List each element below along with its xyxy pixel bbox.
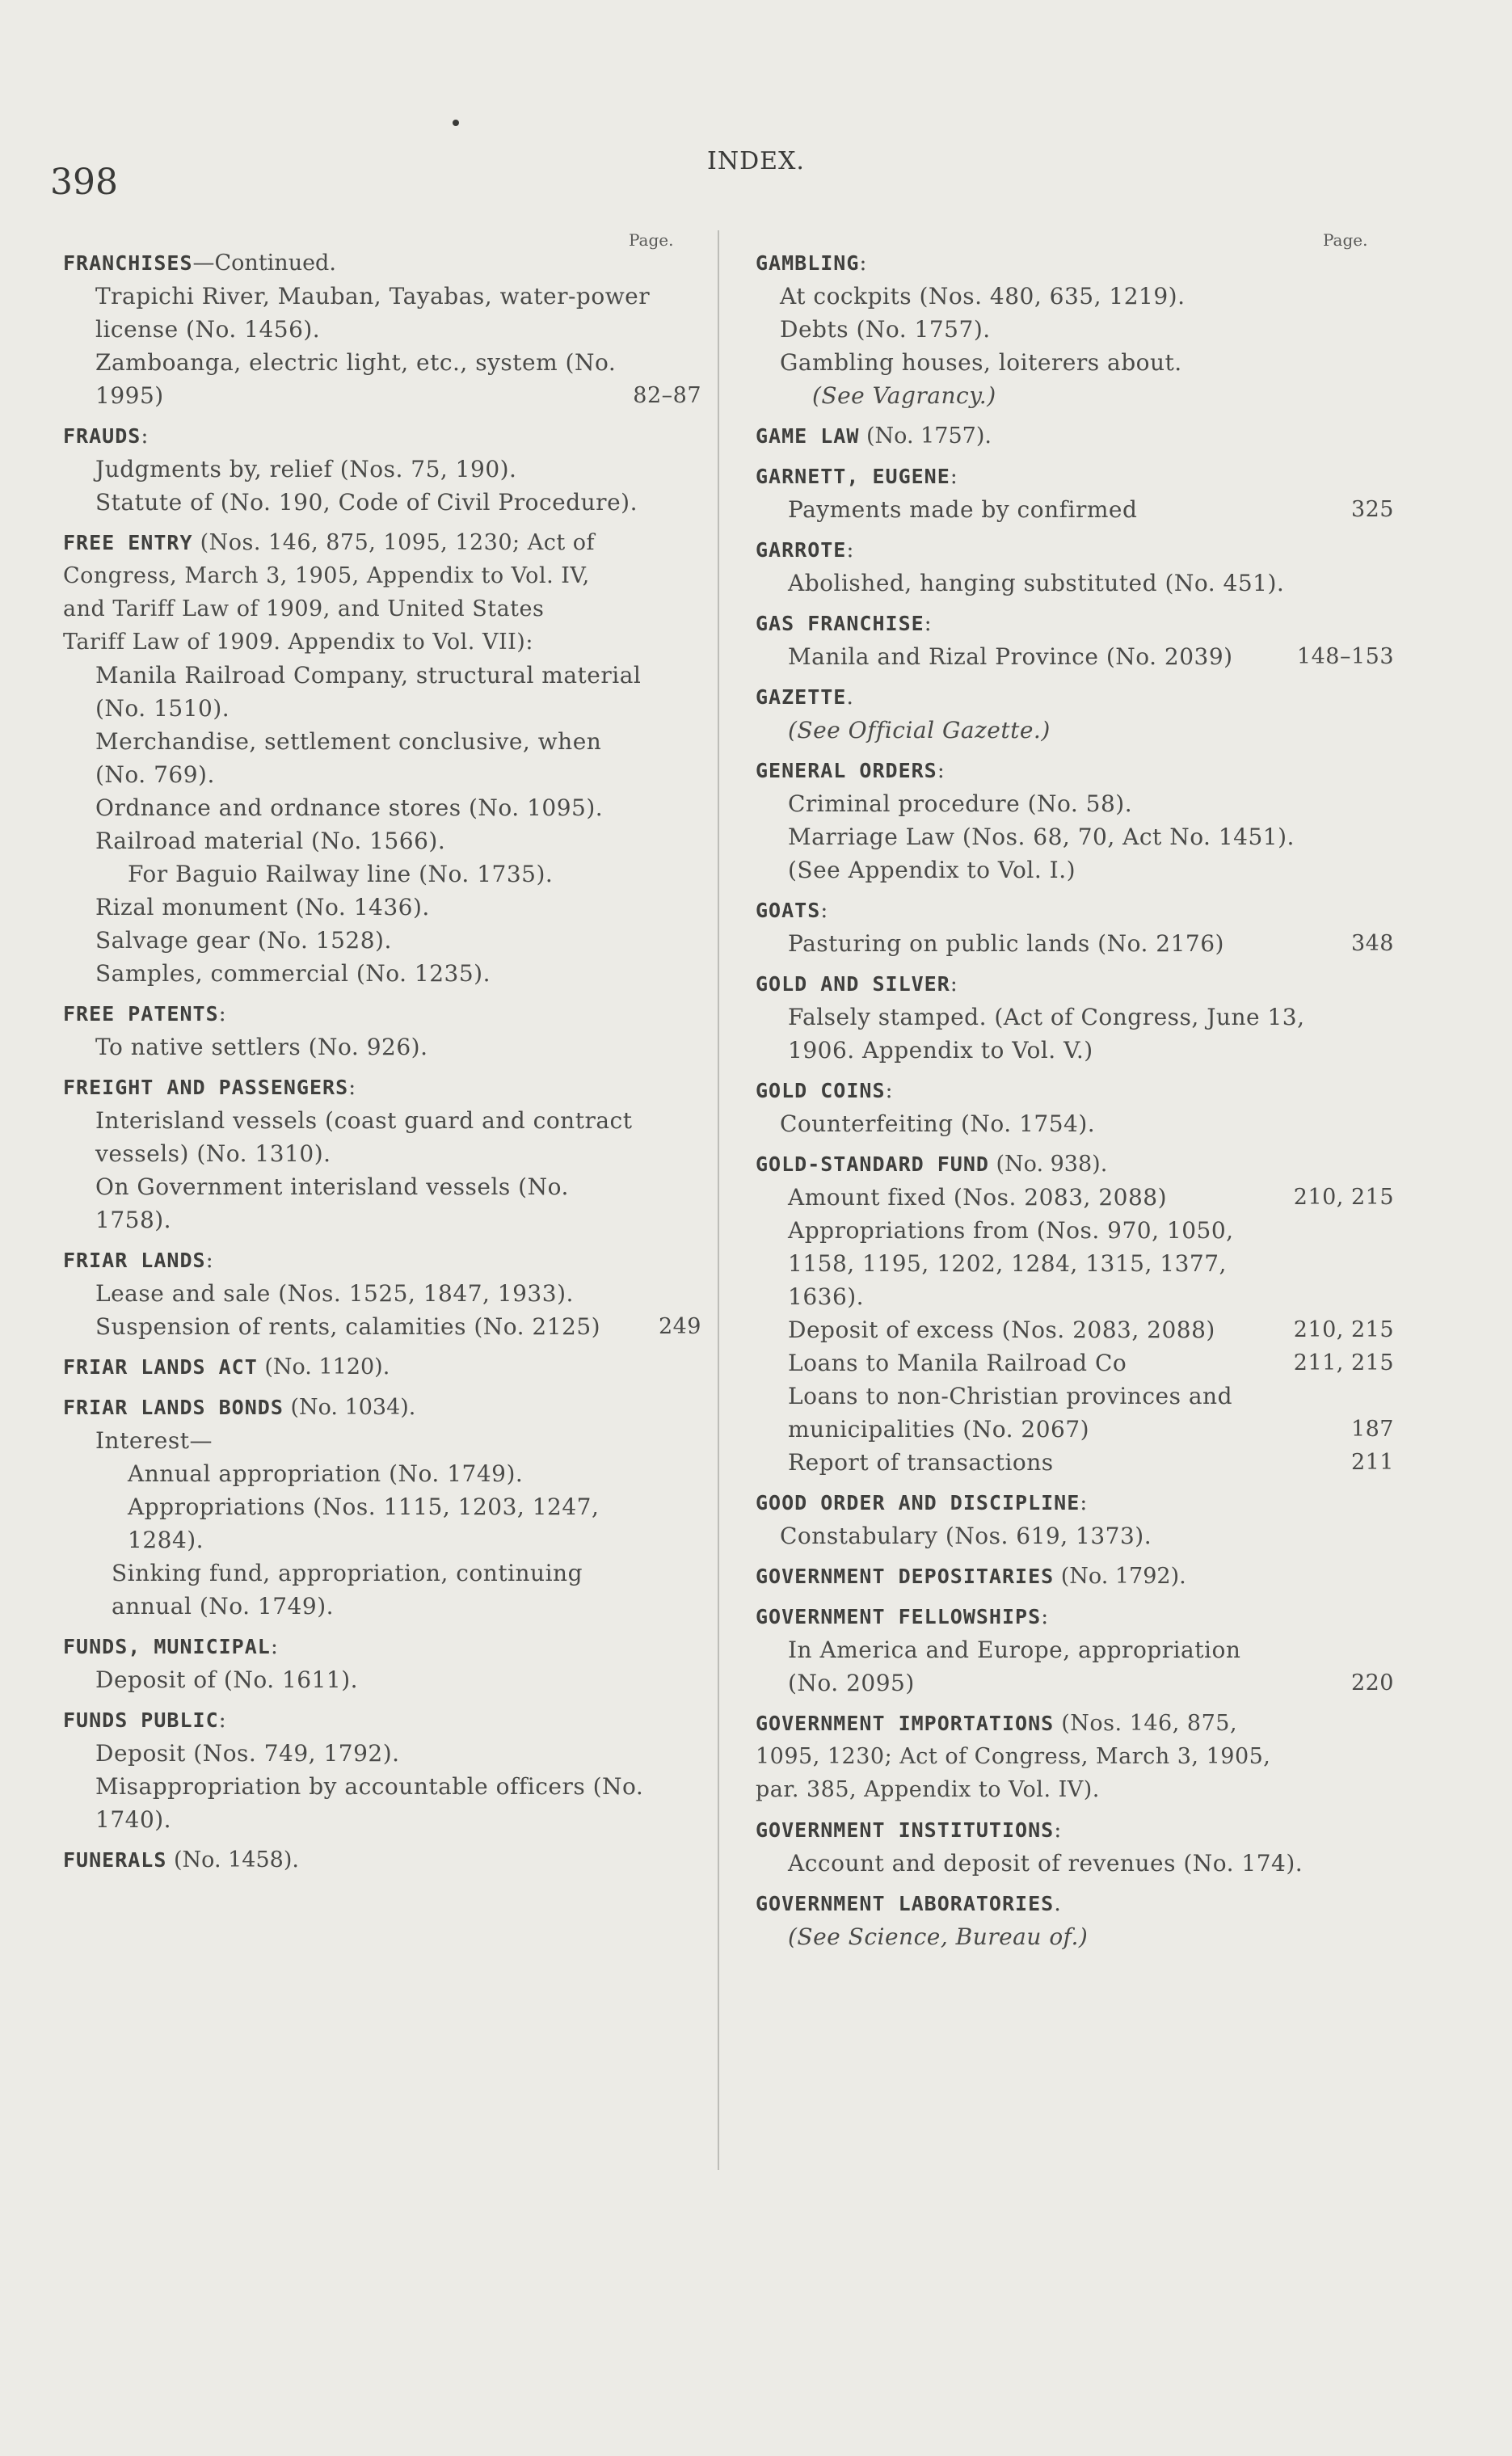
left-column xyxy=(63,246,701,1877)
subentry xyxy=(756,379,1394,412)
subentry xyxy=(63,1170,701,1236)
subentry-text: Merchandise, settlement conclusive, when (No. 769). xyxy=(95,728,602,788)
index-entry xyxy=(756,967,1394,1067)
subentry xyxy=(756,927,1394,960)
entry-rest: (No. 1757). xyxy=(859,423,992,449)
index-entry xyxy=(63,246,701,412)
subentry-text: Interest— xyxy=(95,1427,213,1454)
entry-heading: FUNDS PUBLIC xyxy=(63,1708,219,1732)
subentry xyxy=(756,1633,1394,1700)
subentry xyxy=(63,1737,701,1770)
entry-rest: : xyxy=(859,251,867,276)
subentry-text: Amount fixed (Nos. 2083, 2088) xyxy=(788,1184,1168,1211)
entry-heading: GOATS xyxy=(756,899,821,922)
entry-rest: . xyxy=(1054,1891,1061,1916)
index-entry xyxy=(756,754,1394,887)
subentry xyxy=(63,280,701,346)
index-entry xyxy=(756,1814,1394,1880)
index-entry xyxy=(756,607,1394,673)
subentry-text: Ordnance and ordnance stores (No. 1095). xyxy=(95,794,604,821)
subentry-text: Annual appropriation (No. 1749). xyxy=(128,1460,524,1487)
subentry xyxy=(63,1457,701,1490)
index-entry xyxy=(756,680,1394,747)
subentry-page: 82–87 xyxy=(633,383,701,408)
entry-rest: (No. 1120). xyxy=(257,1354,390,1380)
subentry-text: (See Vagrancy.) xyxy=(812,382,996,409)
entry-heading: FRIAR LANDS BONDS xyxy=(63,1396,284,1419)
running-head xyxy=(0,147,1512,175)
entry-rest: : xyxy=(950,971,958,996)
entry-rest: : xyxy=(205,1248,213,1273)
entry-heading: GOVERNMENT IMPORTATIONS xyxy=(756,1712,1055,1735)
entry-rest: . xyxy=(846,685,853,710)
entry-rest: —Continued. xyxy=(192,251,336,276)
entry-heading: FREE ENTRY xyxy=(63,531,193,554)
entry-rest: (Nos. 146, 875, 1095, 1230; Act of Congress, March 3, 1905, par. 385, Appendix to Vol. IV). xyxy=(756,1711,1271,1802)
subentry xyxy=(756,820,1394,887)
subentry xyxy=(756,1920,1394,1953)
index-entry xyxy=(63,1071,701,1236)
entry-rest: : xyxy=(950,464,958,489)
subentry xyxy=(756,1107,1394,1140)
subentry-text: Criminal procedure (No. 58). xyxy=(788,790,1133,817)
subentry-text: Marriage Law (Nos. 68, 70, Act No. 1451). (See Appendix to Vol. I.) xyxy=(788,824,1295,883)
subentry xyxy=(63,486,701,519)
subentry xyxy=(63,1557,701,1623)
index-entry xyxy=(63,1391,701,1623)
entry-heading: GARROTE xyxy=(756,538,847,562)
subentry-text: Interisland vessels (coast guard and contract vessels) (No. 1310). xyxy=(95,1107,633,1167)
subentry-text: Suspension of rents, calamities (No. 2125) xyxy=(95,1313,601,1340)
subentry xyxy=(63,725,701,791)
subentry xyxy=(63,1310,701,1343)
entry-heading: GOVERNMENT FELLOWSHIPS xyxy=(756,1605,1042,1628)
entry-heading: GOVERNMENT INSTITUTIONS xyxy=(756,1818,1055,1842)
subentry-text: Trapichi River, Mauban, Tayabas, water-power license (No. 1456). xyxy=(95,283,651,343)
subentry-text: Loans to non-Christian provinces and municipalities (No. 2067) xyxy=(788,1383,1232,1443)
entry-heading: GAZETTE xyxy=(756,685,847,709)
subentry xyxy=(756,1519,1394,1552)
subentry-text: Railroad material (No. 1566). xyxy=(95,828,446,854)
entry-heading: GAS FRANCHISE xyxy=(756,612,924,635)
subentry-text: On Government interisland vessels (No. 1758). xyxy=(95,1173,569,1233)
entry-heading: GOVERNMENT LABORATORIES xyxy=(756,1892,1055,1915)
index-entry xyxy=(63,1843,701,1877)
subentry-page: 220 xyxy=(1350,1670,1394,1696)
subentry-text: Counterfeiting (No. 1754). xyxy=(780,1110,1096,1137)
entry-rest: (No. 938). xyxy=(988,1152,1108,1177)
subentry-text: Deposit (Nos. 749, 1792). xyxy=(95,1740,400,1767)
right-column xyxy=(756,246,1394,1953)
subentry-text: Report of transactions xyxy=(788,1449,1054,1476)
index-entry xyxy=(756,419,1394,453)
subentry-text: Samples, commercial (No. 1235). xyxy=(95,960,491,987)
page-label-right: Page. xyxy=(1323,230,1368,250)
entry-heading: FUNDS, MUNICIPAL xyxy=(63,1635,271,1658)
index-entry xyxy=(756,894,1394,960)
index-entry xyxy=(756,1074,1394,1140)
subentry-page: 249 xyxy=(658,1314,701,1339)
subentry-text: Payments made by confirmed xyxy=(788,496,1138,523)
entry-heading: GOOD ORDER AND DISCIPLINE xyxy=(756,1491,1080,1514)
subentry xyxy=(63,824,701,857)
subentry-text: Deposit of (No. 1611). xyxy=(95,1666,359,1693)
index-entry xyxy=(756,533,1394,600)
subentry xyxy=(756,1446,1394,1479)
entry-rest: : xyxy=(820,898,828,923)
subentry-page: 210, 215 xyxy=(1293,1317,1394,1342)
index-entry xyxy=(756,1600,1394,1700)
entry-rest: : xyxy=(1054,1818,1062,1843)
subentry-text: Debts (No. 1757). xyxy=(780,316,991,343)
ink-dot xyxy=(453,120,459,126)
subentry-text: To native settlers (No. 926). xyxy=(95,1034,428,1060)
index-entry xyxy=(756,1148,1394,1479)
subentry-page: 210, 215 xyxy=(1293,1185,1394,1210)
subentry xyxy=(63,1490,701,1557)
subentry xyxy=(63,659,701,725)
subentry-text: Account and deposit of revenues (No. 174). xyxy=(788,1850,1304,1877)
index-entry xyxy=(756,1560,1394,1593)
subentry xyxy=(63,891,701,924)
page-number: 398 xyxy=(50,162,118,203)
subentry-text: (See Science, Bureau of.) xyxy=(788,1923,1089,1950)
subentry xyxy=(756,787,1394,820)
index-entry xyxy=(63,997,701,1064)
column-divider xyxy=(718,230,719,2170)
entry-rest: : xyxy=(885,1078,893,1103)
subentry-text: Pasturing on public lands (No. 2176) xyxy=(788,930,1224,957)
subentry-page: 325 xyxy=(1350,497,1394,522)
subentry xyxy=(756,313,1394,346)
entry-rest: : xyxy=(141,423,149,449)
index-entry xyxy=(63,1350,701,1384)
index-entry xyxy=(63,1244,701,1343)
subentry-text: Lease and sale (Nos. 1525, 1847, 1933). xyxy=(95,1280,574,1307)
subentry-text: Judgments by, relief (Nos. 75, 190). xyxy=(95,456,517,482)
entry-heading: GOLD COINS xyxy=(756,1079,886,1102)
subentry xyxy=(63,346,701,412)
subentry xyxy=(63,1104,701,1170)
subentry-text: Salvage gear (No. 1528). xyxy=(95,927,392,954)
subentry xyxy=(756,346,1394,379)
subentry-text: Loans to Manila Railroad Co xyxy=(788,1350,1127,1376)
subentry xyxy=(63,1663,701,1696)
entry-rest: (No. 1034). xyxy=(283,1395,416,1420)
subentry-text: Manila and Rizal Province (No. 2039) xyxy=(788,643,1233,670)
subentry-text: Constabulary (Nos. 619, 1373). xyxy=(780,1523,1152,1549)
subentry xyxy=(756,1181,1394,1214)
subentry xyxy=(63,924,701,957)
index-entry xyxy=(756,1707,1394,1806)
entry-rest: : xyxy=(1080,1490,1088,1515)
entry-rest: : xyxy=(270,1634,278,1659)
subentry-text: For Baguio Railway line (No. 1735). xyxy=(128,861,554,887)
entry-rest: (No. 1458). xyxy=(166,1847,299,1873)
subentry-page: 211 xyxy=(1350,1450,1394,1475)
subentry-text: (See Official Gazette.) xyxy=(788,717,1051,744)
entry-rest: : xyxy=(1041,1604,1049,1629)
entry-heading: GENERAL ORDERS xyxy=(756,759,937,782)
subentry-text: In America and Europe, appropriation (No. 2095) xyxy=(788,1637,1241,1696)
index-entry xyxy=(756,246,1394,412)
entry-rest: : xyxy=(846,537,854,562)
entry-heading: GAME LAW xyxy=(756,424,860,448)
entry-heading: FRANCHISES xyxy=(63,251,193,275)
subentry-page: 148–153 xyxy=(1296,644,1394,669)
index-entry xyxy=(63,419,701,519)
subentry xyxy=(756,1346,1394,1380)
entry-heading: FREIGHT AND PASSENGERS xyxy=(63,1076,349,1099)
subentry xyxy=(756,567,1394,600)
subentry-text: Deposit of excess (Nos. 2083, 2088) xyxy=(788,1316,1215,1343)
index-entry xyxy=(63,1704,701,1836)
index-entry xyxy=(756,1486,1394,1552)
entry-rest: : xyxy=(218,1001,226,1026)
subentry xyxy=(756,1380,1394,1446)
subentry-page: 187 xyxy=(1350,1417,1394,1442)
subentry-text: Appropriations from (Nos. 970, 1050, 1158, 1195, 1202, 1284, 1315, 1377, 1636). xyxy=(788,1217,1234,1310)
entry-heading: FRIAR LANDS xyxy=(63,1249,206,1272)
entry-rest: (No. 1792). xyxy=(1054,1564,1186,1589)
subentry xyxy=(756,1847,1394,1880)
subentry xyxy=(756,714,1394,747)
subentry xyxy=(756,493,1394,526)
subentry xyxy=(756,640,1394,673)
entry-rest: : xyxy=(924,611,932,636)
index-entry xyxy=(756,1887,1394,1953)
subentry-text: Rizal monument (No. 1436). xyxy=(95,894,430,920)
subentry xyxy=(63,1424,701,1457)
subentry-text: Zamboanga, electric light, etc., system (No. 1995) xyxy=(95,349,617,409)
subentry xyxy=(63,791,701,824)
entry-heading: GAMBLING xyxy=(756,251,860,275)
subentry xyxy=(63,1030,701,1064)
subentry xyxy=(63,857,701,891)
entry-heading: GOLD AND SILVER xyxy=(756,972,950,996)
subentry-text: Manila Railroad Company, structural material (No. 1510). xyxy=(95,662,642,722)
subentry-text: At cockpits (Nos. 480, 635, 1219). xyxy=(780,283,1186,310)
index-entry xyxy=(63,526,701,990)
entry-heading: GOLD-STANDARD FUND xyxy=(756,1152,989,1176)
subentry xyxy=(756,280,1394,313)
subentry-text: Statute of (No. 190, Code of Civil Procedure). xyxy=(95,489,638,516)
subentry-text: Abolished, hanging substituted (No. 451). xyxy=(788,570,1285,596)
index-entry xyxy=(63,1630,701,1696)
subentry-page: 211, 215 xyxy=(1293,1350,1394,1375)
page-label-left: Page. xyxy=(629,230,674,250)
entry-rest: : xyxy=(937,758,945,783)
subentry-page: 348 xyxy=(1350,931,1394,956)
entry-rest: (Nos. 146, 875, 1095, 1230; Act of Congress, March 3, 1905, Appendix to Vol. IV, and Tariff Law of 1909, and United States Tariff Law of 1909. Appendix to Vol. VII): xyxy=(63,530,596,655)
subentry xyxy=(756,1001,1394,1067)
subentry-text: Sinking fund, appropriation, continuing annual (No. 1749). xyxy=(112,1560,583,1620)
entry-rest: : xyxy=(348,1075,356,1100)
subentry xyxy=(63,957,701,990)
entry-heading: GARNETT, EUGENE xyxy=(756,465,950,488)
entry-rest: : xyxy=(218,1708,226,1733)
subentry-text: Falsely stamped. (Act of Congress, June 13, 1906. Appendix to Vol. V.) xyxy=(788,1004,1305,1064)
subentry xyxy=(63,1277,701,1310)
running-head-title: INDEX. xyxy=(707,147,805,175)
entry-heading: FUNERALS xyxy=(63,1848,167,1872)
entry-heading: GOVERNMENT DEPOSITARIES xyxy=(756,1565,1055,1588)
entry-heading: FRAUDS xyxy=(63,424,141,448)
index-entry xyxy=(756,460,1394,526)
entry-heading: FREE PATENTS xyxy=(63,1002,219,1026)
subentry xyxy=(756,1313,1394,1346)
subentry-text: Gambling houses, loiterers about. xyxy=(780,349,1182,376)
subentry-text: Appropriations (Nos. 1115, 1203, 1247, 1284). xyxy=(128,1493,600,1553)
entry-heading: FRIAR LANDS ACT xyxy=(63,1355,258,1379)
subentry xyxy=(63,1770,701,1836)
subentry-text: Misappropriation by accountable officers (No. 1740). xyxy=(95,1773,644,1833)
subentry xyxy=(63,453,701,486)
subentry xyxy=(756,1214,1394,1313)
